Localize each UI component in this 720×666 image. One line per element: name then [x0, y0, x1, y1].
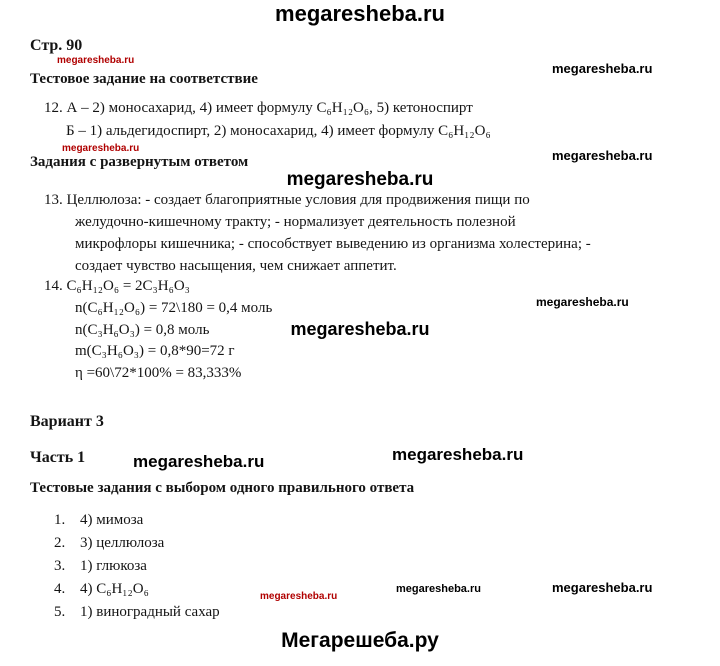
answer-text: 4) мимоза	[80, 512, 144, 528]
watermark-small-bottom: megaresheba.ru	[396, 583, 481, 595]
watermark-mid-right: megaresheba.ru	[392, 445, 524, 464]
item13-line: создает чувство насыщения, чем снижает аппетит.	[75, 258, 397, 274]
item14-line: m(C₃H₆O₃) = 0,8*90=72 г	[75, 343, 235, 359]
watermark-center-2: megaresheba.ru	[290, 319, 430, 339]
answer-text: 1) виноградный сахар	[80, 604, 220, 620]
watermark-red-3: megaresheba.ru	[260, 591, 338, 602]
answer-number: 3.	[54, 558, 66, 574]
item14-equation: 14. C₆H₁₂O₆ = 2C₃H₆O₃	[44, 278, 190, 294]
test-answer-row	[54, 558, 147, 575]
test-answer-row	[54, 604, 220, 621]
matching-section-heading: Тестовое задание на соответствие	[30, 71, 258, 87]
variant-heading: Вариант 3	[30, 413, 104, 430]
test-answer-row	[54, 535, 164, 552]
item13-line: 13. Целлюлоза: - создает благоприятные условия для продвижения пищи по	[44, 192, 530, 208]
answer-number: 5.	[54, 604, 66, 620]
item13-line: желудочно-кишечному тракту; - нормализует деятельность полезной	[75, 214, 516, 230]
answer-text: 1) глюкоза	[80, 558, 147, 574]
item14-line: η =60\72*100% = 83,333%	[75, 365, 242, 381]
watermark-right-3: megaresheba.ru	[552, 580, 653, 595]
answer-text: 4) C₆H₁₂O₆	[80, 581, 149, 597]
watermark-red-1: megaresheba.ru	[57, 55, 135, 66]
page-label: Стр. 90	[30, 37, 83, 54]
watermark-top-center: megaresheba.ru	[275, 1, 445, 26]
extended-section-heading: Задания с развернутым ответом	[30, 154, 249, 170]
watermark-center-1: megaresheba.ru	[286, 169, 434, 190]
matching-answer-b: Б – 1) альдегидоспирт, 2) моносахарид, 4) имеет формулу C₆H₁₂O₆	[66, 123, 491, 139]
item13-line: микрофлоры кишечника; - способствует выведению из организма холестерина; -	[75, 236, 591, 252]
answer-number: 1.	[54, 512, 66, 528]
answer-text: 3) целлюлоза	[80, 535, 165, 551]
item14-line: n(C₆H₁₂O₆) = 72\180 = 0,4 моль	[75, 300, 273, 316]
watermark-right-1: megaresheba.ru	[552, 61, 653, 76]
watermark-red-2: megaresheba.ru	[62, 143, 140, 154]
answer-number: 4.	[54, 581, 66, 597]
part-heading: Часть 1	[30, 449, 86, 466]
answer-number: 2.	[54, 535, 66, 551]
watermark-mid-left: megaresheba.ru	[133, 452, 265, 471]
test-section-heading: Тестовые задания с выбором одного правильного ответа	[30, 480, 415, 496]
matching-answer-a: 12. А – 2) моносахарид, 4) имеет формулу C₆H₁₂O₆, 5) кетоноспирт	[44, 100, 473, 116]
test-answer-row	[54, 581, 149, 598]
footer-site-title: Мегарешеба.ру	[281, 629, 439, 652]
watermark-right-2: megaresheba.ru	[552, 148, 653, 163]
watermark-small-right: megaresheba.ru	[536, 295, 629, 309]
test-answer-row	[54, 512, 143, 529]
item14-line: n(C₃H₆O₃) = 0,8 моль	[75, 322, 210, 338]
